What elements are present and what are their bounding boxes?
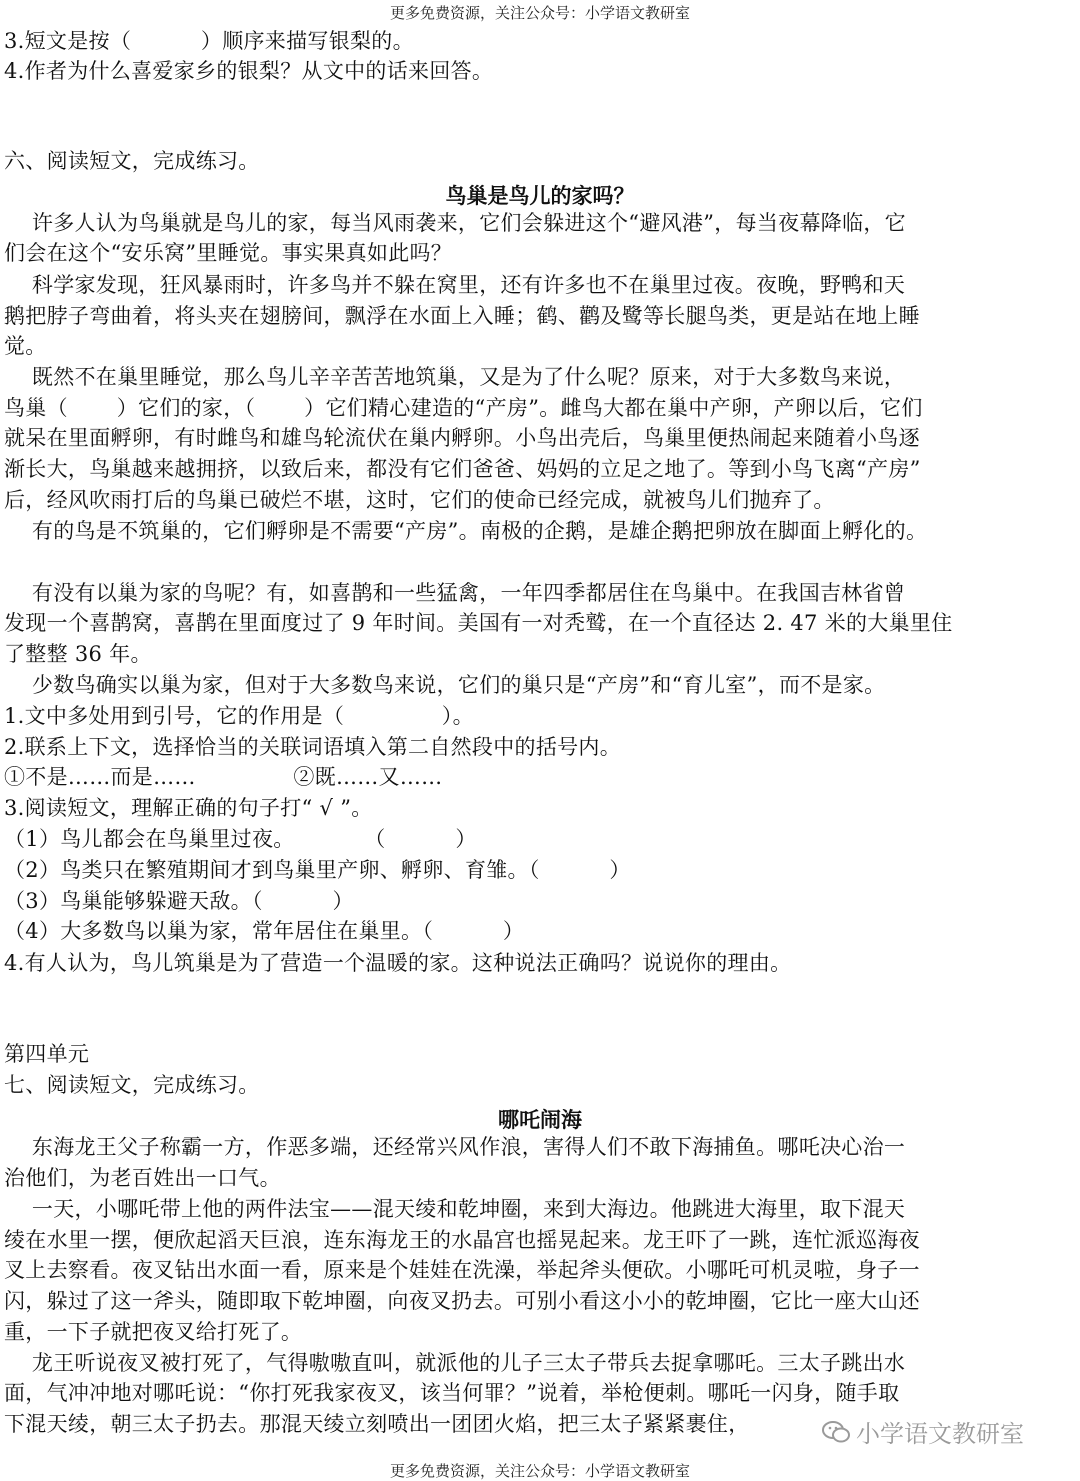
wechat-watermark — [822, 1414, 1024, 1449]
paragraph-line: 们会在这个“安乐窝”里睡觉。事实果真如此吗？ — [4, 241, 453, 265]
paragraph-line: 既然不在巢里睡觉，那么鸟儿辛辛苦苦地筑巢，又是为了什么呢？原来，对于大多数鸟来说， — [4, 365, 906, 389]
paragraph-line: 鸟巢（ ）它们的家，（ ）它们精心建造的“产房”。雌鸟大都在巢中产卵，产卵以后，它们 — [4, 396, 923, 420]
paragraph-line: 绫在水里一摆，便欣起滔天巨浪，连东海龙王的水晶宫也摇晃起来。龙王吓了一跳，连忙派巡海夜 — [4, 1228, 920, 1252]
question-3-item-1: （1）鸟儿都会在鸟巢里过夜。 （ ） — [4, 827, 477, 851]
paragraph-line: 后，经风吹雨打后的鸟巢已破烂不堪，这时，它们的使命已经完成，就被鸟儿们抛弃了。 — [4, 488, 835, 512]
unit-heading: 第四单元 — [4, 1042, 90, 1066]
paragraph-line: 有没有以巢为家的鸟呢？有，如喜鹊和一些猛禽，一年四季都居住在鸟巢中。在我国吉林省曾 — [4, 581, 906, 605]
paragraph-line: 叉上去察看。夜叉钻出水面一看，原来是个娃娃在洗澡，举起斧头便砍。小哪吒可机灵啦，身子一 — [4, 1258, 920, 1282]
paragraph-line: 渐长大，鸟巢越来越拥挤，以致后来，都没有它们爸爸、妈妈的立足之地了。等到小鸟飞离“产房” — [4, 457, 921, 481]
page-footer: 更多免费资源，关注公众号：小学语文教研室 — [389, 1462, 690, 1480]
paragraph-line: 了整整 36 年。 — [4, 642, 152, 666]
article-title-nezha: 哪吒闹海 — [498, 1108, 582, 1132]
paragraph-line: 有的鸟是不筑巢的，它们孵卵是不需要“产房”。南极的企鹅，是雄企鹅把卵放在脚面上孵化的。 — [4, 519, 928, 543]
paragraph-line: 少数鸟确实以巢为家，但对于大多数鸟来说，它们的巢只是“产房”和“育儿室”，而不是家。 — [4, 673, 886, 697]
section-6-heading: 六、阅读短文，完成练习。 — [4, 149, 260, 173]
question-3-item-2: （2）鸟类只在繁殖期间才到鸟巢里产卵、孵卵、育雏。（ ） — [4, 858, 631, 882]
paragraph-line: 觉。 — [4, 334, 47, 358]
question-3: 3.阅读短文，理解正确的句子打“ √ ”。 — [4, 796, 373, 820]
paragraph-line: 龙王听说夜叉被打死了，气得嗷嗷直叫，就派他的儿子三太子带兵去捉拿哪吒。三太子跳出水 — [4, 1351, 906, 1375]
paragraph-line: 许多人认为鸟巢就是鸟儿的家，每当风雨袭来，它们会躲进这个“避风港”，每当夜幕降临，它 — [4, 211, 906, 235]
paragraph-line: 下混天绫，朝三太子扔去。那混天绫立刻喷出一团团火焰，把三太子紧紧裹住， — [4, 1412, 750, 1436]
watermark-text: 小学语文教研室 — [856, 1420, 1024, 1448]
paragraph-line: 科学家发现，狂风暴雨时，许多鸟并不躲在窝里，还有许多也不在巢里过夜。夜晚，野鸭和天 — [4, 273, 906, 297]
question-3-item-3: （3）鸟巢能够躲避天敌。（ ） — [4, 889, 354, 913]
paragraph-line: 鹅把脖子弯曲着，将头夹在翅膀间，飘浮在水面上入睡；鹤、鹳及鹭等长腿鸟类，更是站在地上睡 — [4, 304, 920, 328]
prev-question-4: 4.作者为什么喜爱家乡的银梨？从文中的话来回答。 — [4, 59, 494, 83]
question-2-options: ①不是……而是…… ②既……又…… — [4, 765, 443, 789]
wechat-icon — [822, 1420, 850, 1444]
question-4: 4.有人认为，鸟儿筑巢是为了营造一个温暖的家。这种说法正确吗？说说你的理由。 — [4, 951, 792, 975]
paragraph-line: 面，气冲冲地对哪吒说：“你打死我家夜叉，该当何罪？”说着，举枪便刺。哪吒一闪身，随手取 — [4, 1381, 900, 1405]
page-header: 更多免费资源，关注公众号：小学语文教研室 — [389, 4, 690, 22]
paragraph-line: 就呆在里面孵卵，有时雌鸟和雄鸟轮流伏在巢内孵卵。小鸟出壳后，鸟巢里便热闹起来随着小鸟逐 — [4, 426, 920, 450]
question-1: 1.文中多处用到引号，它的作用是（ ）。 — [4, 704, 474, 728]
section-7-heading: 七、阅读短文，完成练习。 — [4, 1073, 260, 1097]
article-title-bird-nest: 鸟巢是鸟儿的家吗？ — [445, 184, 635, 208]
question-3-item-4: （4）大多数鸟以巢为家，常年居住在巢里。（ ） — [4, 919, 525, 943]
prev-question-3: 3.短文是按（ ）顺序来描写银梨的。 — [4, 29, 414, 53]
paragraph-line: 东海龙王父子称霸一方，作恶多端，还经常兴风作浪，害得人们不敢下海捕鱼。哪吒决心治一 — [4, 1135, 906, 1159]
question-2: 2.联系上下文，选择恰当的关联词语填入第二自然段中的括号内。 — [4, 735, 622, 759]
paragraph-line: 闪，躲过了这一斧头，随即取下乾坤圈，向夜叉扔去。可别小看这小小的乾坤圈，它比一座大山还 — [4, 1289, 920, 1313]
paragraph-line: 重，一下子就把夜叉给打死了。 — [4, 1320, 303, 1344]
paragraph-line: 发现一个喜鹊窝，喜鹊在里面度过了 9 年时间。美国有一对秃鹫，在一个直径达 2. 47 米的大巢里住 — [4, 611, 953, 635]
paragraph-line: 一天，小哪吒带上他的两件法宝——混天绫和乾坤圈，来到大海边。他跳进大海里，取下混天 — [4, 1197, 906, 1221]
paragraph-line: 治他们，为老百姓出一口气。 — [4, 1166, 281, 1190]
